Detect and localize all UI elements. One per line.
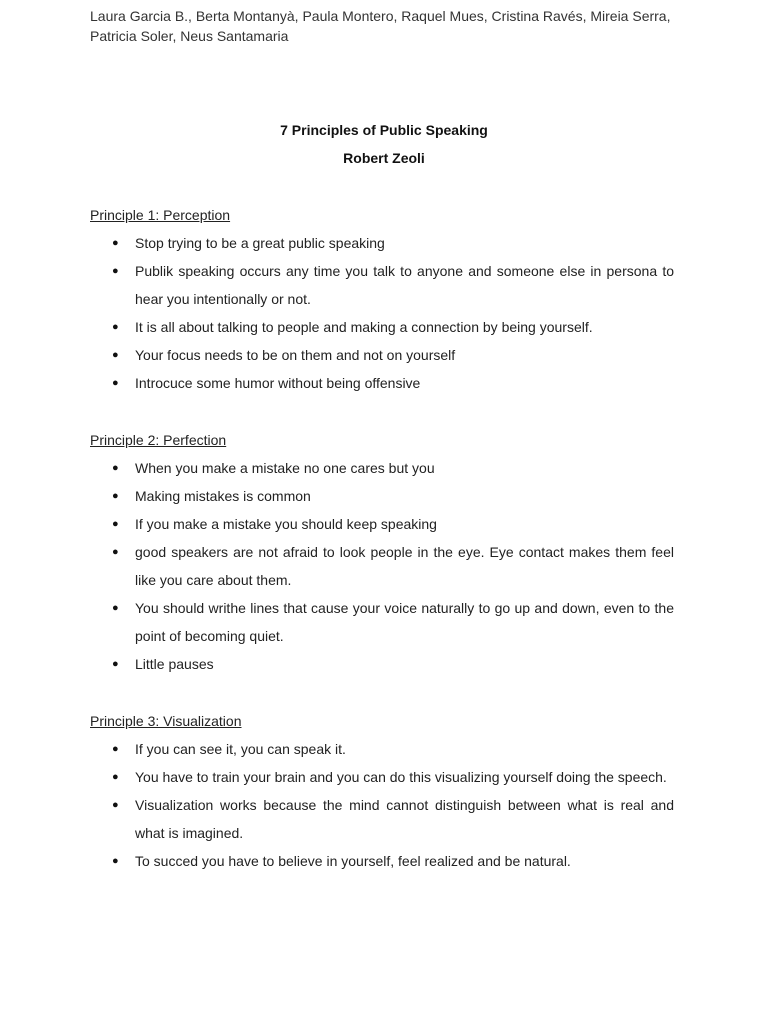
section-principle-2 bbox=[90, 430, 674, 678]
list-item-text: Stop trying to be a great public speaking bbox=[135, 235, 385, 251]
section-heading: Principle 2: Perfection bbox=[90, 432, 227, 448]
bullet-icon: ● bbox=[112, 855, 119, 867]
list-item-text: If you can see it, you can speak it. bbox=[135, 741, 346, 757]
bullet-icon: ● bbox=[112, 377, 119, 389]
document-title: 7 Principles of Public Speaking bbox=[280, 122, 488, 138]
list-item-text: good speakers are not afraid to look people in the eye. Eye contact makes them feel like you care about them. bbox=[135, 544, 674, 588]
section-heading: Principle 1: Perception bbox=[90, 207, 231, 223]
bullet-icon: ● bbox=[112, 462, 119, 474]
list-item-text: Your focus needs to be on them and not on yourself bbox=[135, 347, 456, 363]
list-item bbox=[90, 482, 674, 510]
list-item-text: Introcuce some humor without being offensive bbox=[135, 375, 421, 391]
list-item-text: When you make a mistake no one cares but you bbox=[135, 460, 435, 476]
list-item bbox=[90, 594, 674, 650]
list-item-text: To succed you have to believe in yourself, feel realized and be natural. bbox=[135, 853, 571, 869]
bullet-icon: ● bbox=[112, 799, 119, 811]
list-item bbox=[90, 847, 674, 875]
bullet-icon: ● bbox=[112, 518, 119, 530]
authors-line: Laura Garcia B., Berta Montanyà, Paula Montero, Raquel Mues, Cristina Ravés, Mireia Serra, Patricia Soler, Neus Santamaria bbox=[90, 8, 671, 44]
list-item bbox=[90, 257, 674, 313]
list-item bbox=[90, 341, 674, 369]
bullet-icon: ● bbox=[112, 658, 119, 670]
list-item-text: It is all about talking to people and making a connection by being yourself. bbox=[135, 319, 593, 335]
bullet-list bbox=[90, 229, 674, 397]
list-item bbox=[90, 369, 674, 397]
list-item bbox=[90, 763, 674, 791]
list-item bbox=[90, 454, 674, 482]
list-item bbox=[90, 650, 674, 678]
bullet-icon: ● bbox=[112, 771, 119, 783]
list-item bbox=[90, 510, 674, 538]
bullet-icon: ● bbox=[112, 602, 119, 614]
bullet-list bbox=[90, 735, 674, 875]
bullet-icon: ● bbox=[112, 321, 119, 333]
list-item-text: Publik speaking occurs any time you talk to anyone and someone else in persona to hear you intentionally or not. bbox=[135, 263, 674, 307]
list-item-text: You have to train your brain and you can do this visualizing yourself doing the speech. bbox=[135, 769, 667, 785]
section-heading: Principle 3: Visualization bbox=[90, 713, 242, 729]
bullet-icon: ● bbox=[112, 490, 119, 502]
bullet-icon: ● bbox=[112, 743, 119, 755]
section-principle-3 bbox=[90, 711, 674, 875]
document-author: Robert Zeoli bbox=[343, 150, 425, 166]
list-item-text: Visualization works because the mind cannot distinguish between what is real and what is imagined. bbox=[135, 797, 674, 841]
bullet-icon: ● bbox=[112, 265, 119, 277]
list-item bbox=[90, 791, 674, 847]
list-item bbox=[90, 735, 674, 763]
list-item-text: Little pauses bbox=[135, 656, 214, 672]
list-item-text: You should writhe lines that cause your voice naturally to go up and down, even to the point of becoming quiet. bbox=[135, 600, 674, 644]
bullet-list bbox=[90, 454, 674, 678]
list-item-text: If you make a mistake you should keep speaking bbox=[135, 516, 437, 532]
list-item-text: Making mistakes is common bbox=[135, 488, 311, 504]
list-item bbox=[90, 229, 674, 257]
section-principle-1 bbox=[90, 205, 674, 397]
bullet-icon: ● bbox=[112, 546, 119, 558]
list-item bbox=[90, 313, 674, 341]
bullet-icon: ● bbox=[112, 237, 119, 249]
bullet-icon: ● bbox=[112, 349, 119, 361]
list-item bbox=[90, 538, 674, 594]
